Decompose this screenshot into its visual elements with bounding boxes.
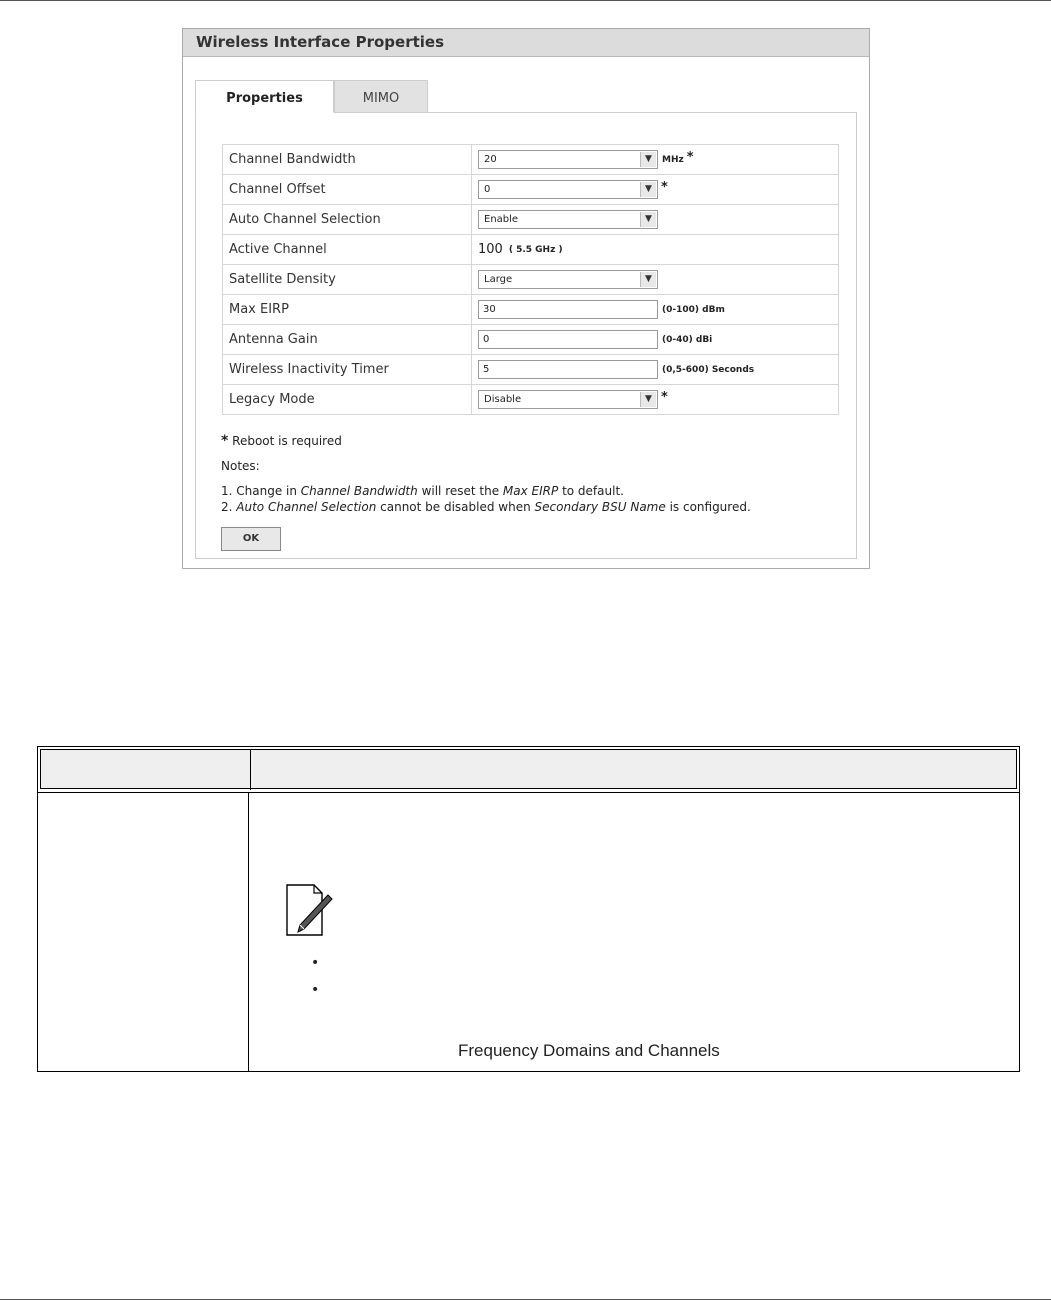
- list-bullet: •: [311, 955, 320, 971]
- row-auto-channel-selection: [223, 205, 839, 235]
- channel-bandwidth-unit: MHz: [662, 154, 684, 165]
- note-2: 2. Auto Channel Selection cannot be disabled when Secondary BSU Name is configured.: [221, 500, 751, 514]
- active-channel-label: Active Channel: [223, 235, 472, 265]
- wireless-inactivity-timer-input[interactable]: 5: [478, 360, 658, 379]
- row-max-eirp: [223, 295, 839, 325]
- row-channel-offset: [223, 175, 839, 205]
- legacy-mode-select[interactable]: [478, 390, 658, 409]
- row-legacy-mode: [223, 385, 839, 415]
- max-eirp-input[interactable]: 30: [478, 300, 658, 319]
- channel-offset-label: Channel Offset: [223, 175, 472, 205]
- active-channel-value: 100: [478, 242, 503, 257]
- active-channel-frequency: ( 5.5 GHz ): [508, 244, 563, 255]
- max-eirp-label: Max EIRP: [223, 295, 472, 325]
- tab-properties[interactable]: Properties: [195, 80, 334, 113]
- channel-offset-value: 0: [484, 184, 491, 195]
- panel-title: Wireless Interface Properties: [183, 29, 869, 57]
- note-pencil-icon: [284, 882, 334, 938]
- row-channel-bandwidth: [223, 145, 839, 175]
- required-marker: *: [661, 390, 668, 405]
- max-eirp-unit: (0-100) dBm: [662, 304, 725, 315]
- chevron-down-icon[interactable]: ▼: [640, 152, 656, 167]
- notes-title: Notes:: [221, 459, 260, 473]
- note-1: 1. Change in Channel Bandwidth will reset the Max EIRP to default.: [221, 484, 624, 498]
- row-wireless-inactivity-timer: [223, 355, 839, 385]
- satellite-density-value: Large: [484, 274, 513, 285]
- list-bullet: •: [311, 982, 320, 998]
- reboot-notice: [221, 433, 342, 449]
- row-antenna-gain: [223, 325, 839, 355]
- tab-mimo[interactable]: MIMO: [334, 80, 428, 113]
- channel-bandwidth-value: 20: [484, 154, 497, 165]
- reboot-text: Reboot is required: [232, 434, 342, 448]
- satellite-density-select[interactable]: [478, 270, 658, 289]
- reboot-star: *: [221, 433, 229, 449]
- channel-bandwidth-select[interactable]: [478, 150, 658, 169]
- chevron-down-icon[interactable]: ▼: [640, 212, 656, 227]
- parameter-table: [37, 746, 1020, 1072]
- wireless-inactivity-timer-unit: (0,5-600) Seconds: [662, 364, 755, 375]
- satellite-density-label: Satellite Density: [223, 265, 472, 295]
- wireless-interface-properties-panel: [182, 28, 870, 569]
- antenna-gain-input[interactable]: 0: [478, 330, 658, 349]
- properties-tab-content: [195, 112, 857, 559]
- auto-channel-selection-label: Auto Channel Selection: [223, 205, 472, 235]
- ok-button[interactable]: OK: [221, 527, 281, 551]
- required-marker: *: [661, 180, 668, 195]
- wireless-inactivity-timer-label: Wireless Inactivity Timer: [223, 355, 472, 385]
- top-rule: [0, 0, 1051, 1]
- antenna-gain-unit: (0-40) dBi: [662, 334, 713, 345]
- chevron-down-icon[interactable]: ▼: [640, 182, 656, 197]
- properties-table: [222, 144, 839, 415]
- chevron-down-icon[interactable]: ▼: [640, 272, 656, 287]
- legacy-mode-value: Disable: [484, 394, 522, 405]
- required-marker: *: [686, 150, 694, 165]
- channel-offset-select[interactable]: [478, 180, 658, 199]
- auto-channel-selection-select[interactable]: [478, 210, 658, 229]
- row-divider: [38, 792, 1019, 793]
- legacy-mode-label: Legacy Mode: [223, 385, 472, 415]
- frequency-domains-caption[interactable]: Frequency Domains and Channels: [458, 1041, 720, 1060]
- table-header-row: [40, 749, 1017, 789]
- chevron-down-icon[interactable]: ▼: [640, 392, 656, 407]
- channel-bandwidth-label: Channel Bandwidth: [223, 145, 472, 175]
- row-active-channel: [223, 235, 839, 265]
- antenna-gain-label: Antenna Gain: [223, 325, 472, 355]
- header-column-divider: [250, 750, 251, 790]
- column-divider: [248, 792, 249, 1071]
- row-satellite-density: [223, 265, 839, 295]
- auto-channel-selection-value: Enable: [484, 214, 519, 225]
